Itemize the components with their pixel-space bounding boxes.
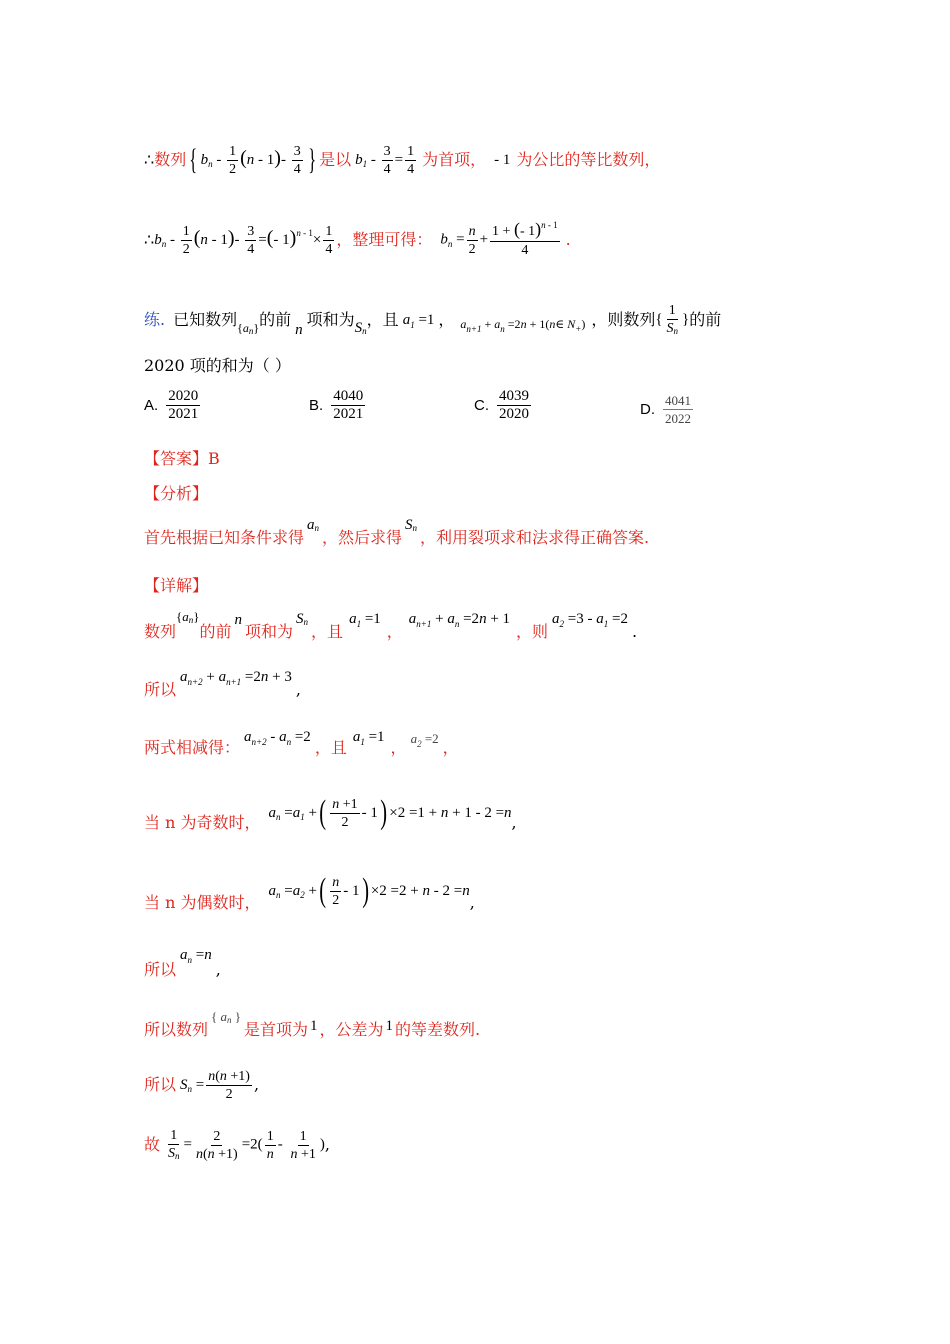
var-sn-2: Sn (405, 517, 418, 533)
detail-line-6: 所以 $a_n =n$ , (144, 947, 221, 979)
formula-a2: $a_2 =3 - a_1 =2$ (552, 611, 628, 629)
detail-l7-b: 是首项为 (244, 1020, 309, 1039)
formula-an2: $a_{n+2} + a_{n+1} =2n + 3$ (180, 669, 292, 687)
practice-stem-1: 已知数列 (173, 310, 238, 329)
formula-diff: $a_{n+2} - a_n =2$ (244, 729, 311, 747)
formula-b1: $b_1$ - $\frac{3}{4}$ = $\frac{1}{4}$ (355, 143, 415, 177)
line-therefore-sequence (144, 132, 660, 188)
detail-l6: 所以 (144, 960, 177, 979)
analysis-part-1: 首先根据已知条件求得 (144, 528, 305, 547)
detail-l8: 所以 (144, 1075, 177, 1094)
detail-line-8: 所以 $S_n$ = $\frac{n(n +1)}{2}$ , (144, 1068, 260, 1102)
detail-line-9: 故 $\frac{1}{Sn}$ = $\frac{2}{n(n +1)}$ =2( $\frac{1}{n}$ - $\frac{1}{n +1}$ ) , (144, 1128, 330, 1162)
is-with-text: 是以 (319, 150, 352, 169)
option-b[interactable] (309, 388, 367, 423)
option-d-den: 2022 (665, 411, 691, 426)
formula-a1: $a_1 =1$ (402, 311, 435, 330)
detail-l1-d: ，且 (311, 622, 344, 641)
option-c[interactable] (474, 388, 533, 423)
formula-recurrence: $a_{n+1} + a_n =2n$ + 1(n∈ $N_+$) (460, 316, 586, 334)
formula-sn: $S_n$ = $\frac{n(n +1)}{2}$ (180, 1068, 250, 1102)
ratio-value: - 1 (494, 152, 511, 168)
detail-tag: 【详解】 (144, 576, 209, 595)
analysis-text (144, 516, 649, 548)
detail-l7-d: 的等差数列. (395, 1020, 481, 1039)
formula-a2-3: $a_2 =2$ (410, 731, 439, 749)
line-bn-formula: ∴ $b_n$ - $\frac{1}{2}$ (n - 1)- $\frac{3}{4}$ =(- 1)$^{n - 1}$× $\frac{1}{4}$ ， 整理可得： $b_n$ = $\frac{n}{2}$ + $\frac{1 + (- 1)^{n - 1}}{4}$ . (144, 219, 571, 258)
practice-stem-6: 的前 (689, 310, 722, 329)
detail-line-5: 当 n 为偶数时， $a_n =a_2$ +( $\frac{n}{2}$ - 1) ×2 =2 + n - 2 =n , (144, 872, 475, 912)
option-a[interactable] (144, 388, 202, 423)
detail-line-3: 两式相减得： $a_{n+2} - a_n =2$ ，且 $a_1 =1$ ， $a_2 =2$ ， (144, 729, 459, 757)
therefore-symbol: ∴ (144, 150, 155, 169)
formula-an-set: {an} (237, 320, 260, 336)
option-c-label: C. (474, 397, 489, 414)
detail-line-1: 数列 {an} 的前 n 项和为 Sn ，且 $a_1 =1$ ， $a_{n+1} + a_n =2n + 1$ ，则 $a_2 =3 - a_1 =2$ . (144, 609, 638, 641)
formula-1-over-sn: { $\frac{1}{Sn}$ } (655, 303, 690, 336)
first-term-text: 为首项， (422, 150, 487, 169)
practice-prefix: 练. (144, 310, 166, 329)
practice-stem-3: 项和为 (306, 310, 355, 329)
formula-an-set-3: { an } (211, 1009, 242, 1025)
therefore-symbol-2: ∴ (144, 230, 155, 249)
practice-stem-4: ，且 (366, 310, 399, 329)
formula-bn-seq: { $b_n$ - $\frac{1}{2}$ (n - 1)- $\frac{3}{4}$ } (189, 143, 316, 177)
formula-odd: $a_n =a_1$ +( $\frac{n +1}{2}$ - 1) ×2 =1 + n + 1 - 2 =n (268, 794, 512, 831)
detail-l1-a: 数列 (144, 622, 177, 641)
option-c-num: 4039 (499, 388, 529, 404)
var-sn: Sn (354, 319, 367, 336)
option-a-label: A. (144, 397, 159, 414)
formula-recur-2: $a_{n+1} + a_n =2n + 1$ (408, 611, 511, 629)
var-n-2: n (234, 612, 243, 628)
formula-even: $a_n =a_2$ +( $\frac{n}{2}$ - 1) ×2 =2 + n - 2 =n (268, 872, 470, 909)
analysis-part-3: ，利用裂项求和法求得正确答案. (420, 528, 650, 547)
detail-line-7 (144, 1004, 480, 1040)
formula-an-eq-n: $a_n =n$ (180, 947, 212, 965)
seq-word: 数列 (154, 150, 187, 169)
practice-question: 练. 已知数列 {an} 的前 n 项和为 Sn ，且 $a_1 =1$ ， $a_{n+1} + a_n =2n$ + 1(n∈ $N_+$) ，则数列 { $\frac{1}{Sn}$ } 的前 (144, 303, 722, 338)
formula-an-set-2: {an} (176, 609, 200, 625)
answer-tag: 【答案】B (144, 449, 220, 468)
option-b-label: B. (309, 397, 324, 414)
detail-l3-a: 两式相减得： (144, 738, 241, 757)
var-sn-3: Sn (296, 611, 309, 627)
ratio-text: 为公比的等比数列， (516, 150, 661, 169)
analysis-tag: 【分析】 (144, 484, 209, 503)
option-b-num: 4040 (333, 388, 364, 404)
formula-a1-3: $a_1 =1$ (352, 729, 385, 747)
detail-l5: 当 n 为偶数时， (144, 893, 261, 912)
option-a-num: 2020 (168, 388, 199, 404)
analysis-part-2: ，然后求得 (322, 528, 403, 547)
var-an: an (307, 517, 320, 533)
formula-bn-result: $b_n$ = $\frac{n}{2}$ + $\frac{1 + (- 1)^{n - 1}}{4}$ (440, 219, 558, 258)
detail-l4: 当 n 为奇数时， (144, 813, 261, 832)
detail-l1-f: ，则 (516, 622, 549, 641)
value-first-term: 1 (310, 1018, 318, 1034)
detail-l2: 所以 (144, 680, 177, 699)
value-diff: 1 (385, 1018, 394, 1034)
formula-bn-general: $b_n$ - $\frac{1}{2}$ (n - 1)- $\frac{3}{4}$ =(- 1)$^{n - 1}$× $\frac{1}{4}$ (154, 223, 333, 257)
detail-l7-a: 所以数列 (144, 1020, 209, 1039)
organize-text: 整理可得： (352, 230, 433, 249)
detail-line-4: 当 n 为奇数时， $a_n =a_1$ +( $\frac{n +1}{2}$ - 1) ×2 =1 + n + 1 - 2 =n , (144, 794, 517, 832)
option-d-label: D. (640, 401, 655, 418)
option-d[interactable] (640, 392, 695, 427)
practice-stem-2: 的前 (259, 310, 292, 329)
formula-a1-eq: $a_1 =1$ (349, 611, 381, 629)
option-c-den: 2020 (499, 406, 529, 422)
formula-split: $\frac{1}{Sn}$ = $\frac{2}{n(n +1)}$ =2( $\frac{1}{n}$ - $\frac{1}{n +1}$ ) (168, 1128, 325, 1162)
detail-l1-e: ， (386, 622, 403, 641)
detail-l1-b: 的前 (199, 622, 232, 641)
option-b-den: 2021 (333, 406, 364, 422)
detail-l3-b: ，且 (314, 738, 347, 757)
detail-l1-c: 项和为 (245, 622, 294, 641)
practice-stem-5: ，则数列 (591, 310, 656, 329)
var-n: n (295, 322, 303, 338)
practice-stem-line2: 2020 项的和为（ ） (144, 356, 291, 375)
option-a-den: 2021 (168, 406, 199, 422)
detail-l7-c: ，公差为 (319, 1020, 384, 1039)
detail-l9: 故 (144, 1135, 161, 1154)
option-d-num: 4041 (665, 393, 691, 408)
detail-line-2: 所以 $a_{n+2} + a_{n+1} =2n + 3$ , (144, 669, 301, 699)
